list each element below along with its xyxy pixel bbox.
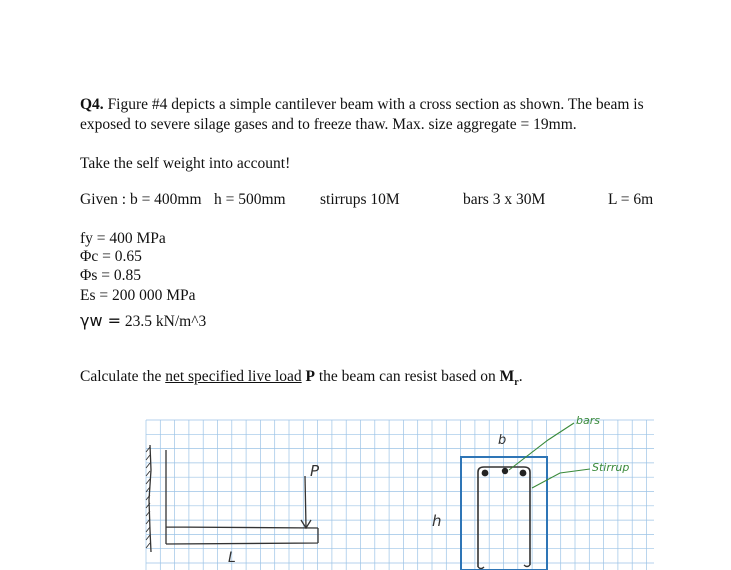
task-underlined: net specified live load [165, 368, 302, 385]
given-h: h = 500mm [214, 191, 286, 208]
gamma-w-value: 23.5 kN/m^3 [124, 313, 207, 330]
prop-phi-c: Φc = 0.65 [80, 248, 142, 265]
given-b: b = 400mm [129, 191, 202, 208]
length-label-l: L [228, 550, 236, 566]
prop-fy: fy = 400 MPa [80, 230, 166, 247]
task-end: . [518, 368, 523, 385]
task-m-letter: M [499, 368, 515, 385]
question-number: Q4. [80, 96, 104, 113]
load-arrow [305, 476, 306, 527]
graph-paper-grid [146, 420, 654, 570]
stirrup [478, 467, 530, 567]
given-label: Given : [80, 191, 127, 208]
rebar-right [520, 470, 527, 477]
task-middle: the beam can resist based on [318, 368, 496, 385]
task-m-sub: r [514, 377, 519, 389]
given-bars: bars 3 x 30M [463, 191, 546, 208]
rebar-left [482, 470, 489, 477]
stirrup-hook [478, 565, 530, 569]
width-label-b: b [498, 433, 507, 448]
task-p: P [305, 368, 315, 385]
self-weight-note: Take the self weight into account! [80, 155, 291, 172]
height-label-h: h [432, 512, 442, 530]
given-length: L = 6m [608, 191, 654, 208]
cross-section-sketch [461, 414, 629, 570]
task-prefix: Calculate the [80, 368, 162, 385]
prop-es: Es = 200 000 MPa [80, 287, 196, 304]
load-label-p: P [310, 462, 320, 480]
question-line-2: exposed to severe silage gases and to freeze thaw. Max. size aggregate = 19mm. [80, 116, 577, 133]
given-stirrups: stirrups 10M [320, 191, 400, 208]
bars-label: bars [576, 414, 600, 427]
question-text-1: Figure #4 depicts a simple cantilever beam with a cross section as shown. The beam is [107, 96, 644, 113]
rebar-middle [502, 468, 508, 474]
prop-phi-s: Φs = 0.85 [80, 267, 141, 284]
stirrup-label: Stirrup [592, 461, 630, 474]
gamma-w-symbol: γw = [80, 311, 122, 330]
